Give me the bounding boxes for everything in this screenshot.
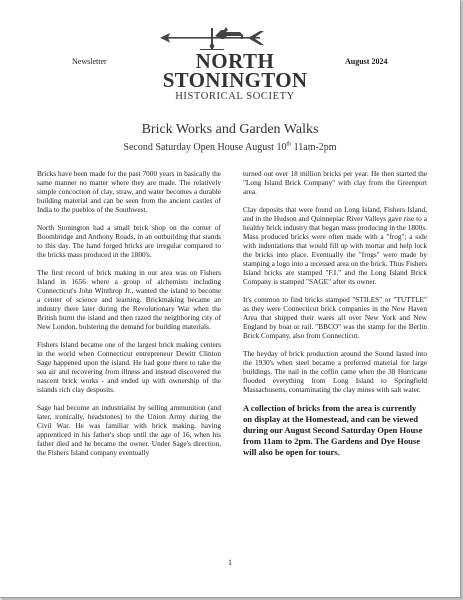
society-logo — [160, 22, 310, 112]
paragraph: Sage had become an industrialist by selling ammunition (and later, ironically, headstones) to the Union Army during the Civil War. He was familiar with brick making, having apprenticed in his father's shop until the age of 16, when his father died and he became the owner. Under Sage's direction, the Fishers Island company eventually — [37, 403, 221, 457]
display-announcement: A collection of bricks from the area is currently on display at the Homestead, and can be viewed during our August Second Saturday Open House from 11am to 2pm. The Gardens and Dye House will also be open for tours. — [243, 403, 423, 458]
paragraph: The first record of brick making in our area was on Fishers Island in 1656 where a group of alchemists including Connecticut's John Winthrop Jr., wanted the island to become a center of science and learning. Brickmaking became an industry there later during the Revolutionary War when the British burnt the island and then razed the neighboring city of New London, bolstering the demand for building materials. — [37, 268, 221, 331]
subtitle-text: Second Saturday Open House August 10th 11am-2pm — [123, 142, 337, 154]
page-number: 1 — [228, 558, 232, 567]
paragraph: The heyday of brick production around the Sound lasted into the 1930's when steel became a preferred material for large buildings. The nail in the coffin came when the 38 Hurricane flooded everything from Long Island to Springfield Massachusetts, contaminating the clay mines with salt water. — [243, 349, 427, 394]
paragraph: Clay deposits that were found on Long Island, Fishers Island, and in the Hudson and Quinnepiac River Valleys gave rise to a healthy brick industry that began mass producing in the 1800s. Mass produced bricks were often made with a "frog"; a side with indentations that would fill up with mortar and help lock the bricks into place. Eventually the "frogs" were made by stamping a logo into a recessed area on the brick. Thus Fishers Island bricks are stamped "F.I." and the Long Island Brick Company is stamped "SAGE" after its owner. — [243, 205, 427, 286]
logo-line-stonington: STONINGTON — [162, 68, 308, 92]
newsletter-label: Newsletter — [72, 57, 107, 66]
paragraph: It's common to find bricks stamped "STILES" or "TUTTLE" as they were Connecticut brick companies in the New Haven Area that shipped their wares all over New York and New England by boat or rail. "BBCO" was the stamp for the Berlin Brick Company, also from Connecticut. — [243, 295, 427, 340]
article-column-right — [243, 169, 427, 467]
paragraph: North Stonington had a small brick shop on the corner of Boombridge and Anthony Roads, in an outbuilding that stands to this day. The hand forged bricks are irregular compared to the bricks mass produced in the 1800's. — [37, 223, 221, 259]
issue-date: August 2024 — [345, 57, 388, 66]
logo-line-historical-society: HISTORICAL SOCIETY — [175, 91, 295, 102]
logo-line-north: NORTH — [195, 49, 275, 73]
paragraph: Fishers Island became one of the largest brick making centers in the world when Connecticut entrepreneur Dewitt Clinton Sage happened upon the island. He had gone there to take the sea air and recovering from illness and instead discovered the nascent brick works - and ended up with ownership of the islands rich clay desposits. — [37, 340, 221, 394]
paragraph: turned out over 18 million bricks per year. He then started the "Long Island Brick Company" with clay from the Greenport area. — [243, 169, 427, 196]
article-subtitle — [0, 142, 460, 153]
article-title: Brick Works and Garden Walks — [141, 122, 319, 137]
article-column-left — [37, 169, 221, 466]
paragraph: Bricks have been made for the past 7000 years in basically the same manner no matter where they are made. The relatively simple concoction of clay, straw, and water becomes a durable building material and can be seen from the ancient castles of India to the pueblos of the Southwest. — [37, 169, 221, 214]
